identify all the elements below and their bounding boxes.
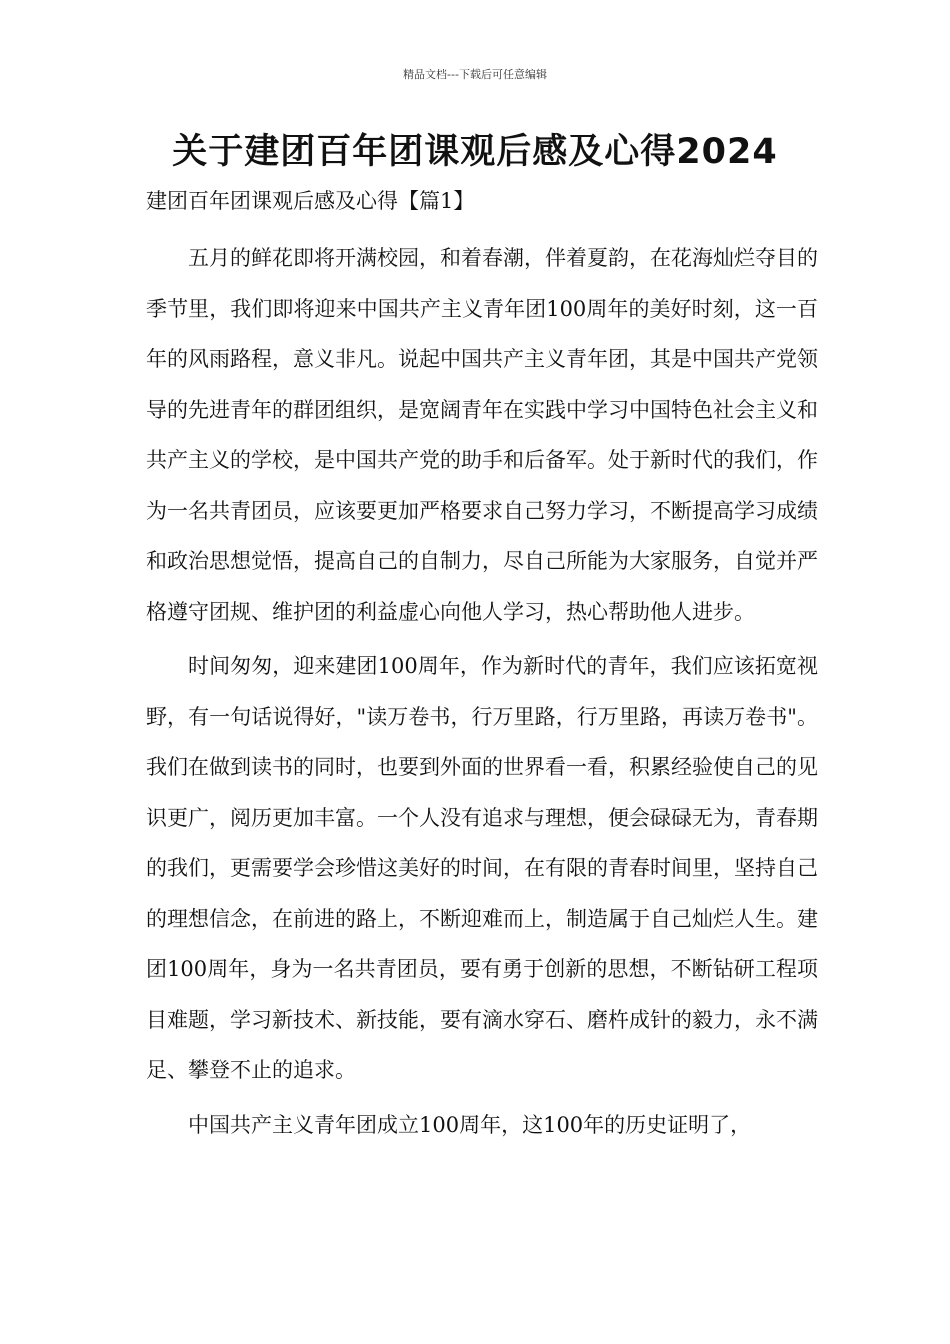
section-heading: 建团百年团课观后感及心得【篇1】 [146,189,475,213]
paragraph: 中国共产主义青年团成立100周年，这100年的历史证明了， [188,1112,752,1137]
paragraph: 时间匆匆，迎来建团100周年，作为新时代的青年，我们应该拓宽视野，有一句话说得好，"读万卷书，行万里路，行万里路，再读万卷书"。我们在做到读书的同时，也要到外面的世界看一看，积累经验使自己的见识更广，阅历更加丰富。一个人没有追求与理想，便会碌碌无为，青春期的我们，更需要学会珍惜这美好的时间，在有限的青春时间里，坚持自己的理想信念，在前进的路上，不断迎难而上，制造属于自己灿烂人生。建团100周年，身为一名共青团员，要有勇于创新的思想，不断钻研工程项目难题，学习新技术、新技能，要有滴水穿石、磨杵成针的毅力，永不满足、攀登不止的追求。 [146,654,818,1082]
header-note: 精品文档---下载后可任意编辑 [403,68,547,81]
document-body [146,233,818,1154]
document-title: 关于建团百年团课观后感及心得2024 [172,132,778,172]
paragraph: 五月的鲜花即将开满校园，和着春潮，伴着夏韵，在花海灿烂夺目的季节里，我们即将迎来中国共产主义青年团100周年的美好时刻，这一百年的风雨路程，意义非凡。说起中国共产主义青年团，其是中国共产党领导的先进青年的群团组织，是宽阔青年在实践中学习中国特色社会主义和共产主义的学校，是中国共产党的助手和后备军。处于新时代的我们，作为一名共青团员，应该要更加严格要求自己努力学习，不断提高学习成绩和政治思想觉悟，提高自己的自制力，尽自己所能为大家服务，自觉并严格遵守团规、维护团的利益虚心向他人学习，热心帮助他人进步。 [146,246,818,624]
